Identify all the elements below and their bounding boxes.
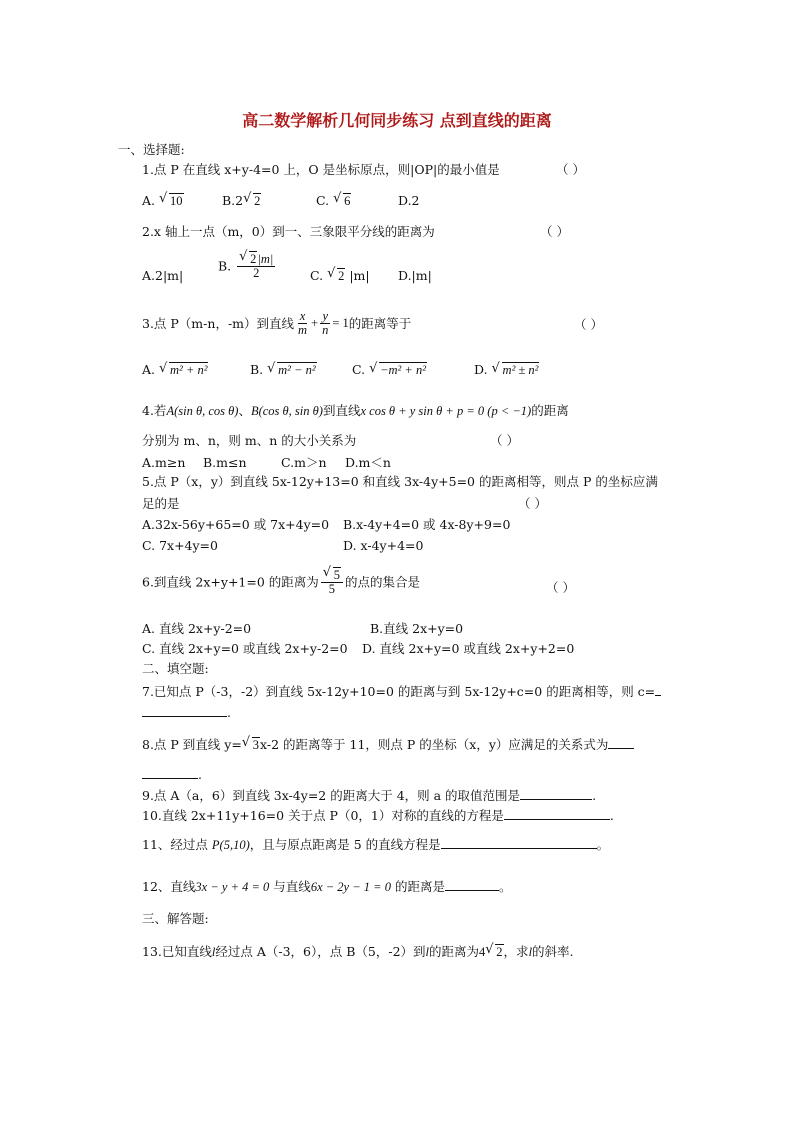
option-c: C.m＞n: [281, 455, 327, 470]
answer-blank[interactable]: [445, 878, 499, 891]
question-8-blank: .: [142, 766, 202, 782]
answer-blank[interactable]: [520, 787, 592, 800]
option-d: D. √ m² ± n²: [474, 362, 539, 378]
option-d: D.m＜n: [345, 455, 391, 470]
section-heading-fill: 二、填空题:: [142, 661, 209, 676]
question-7-blank: .: [142, 704, 231, 720]
option-b: B. √ m² − n²: [250, 362, 317, 378]
option-a: A. √ m² + n²: [142, 362, 208, 378]
question-9: 9.点 A（a，6）到直线 3x-4y=2 的距离大于 4，则 a 的取值范围是 .: [142, 788, 597, 803]
page-title: 高二数学解析几何同步练习 点到直线的距离: [242, 111, 552, 130]
option-c: C. √ 2 |m|: [310, 268, 370, 284]
option-b: B.x-4y+4=0 或 4x-8y+9=0: [343, 517, 511, 532]
question-1-stem: 1.点 P 在直线 x+y-4=0 上，O 是坐标原点，则|OP|的最小值是: [142, 162, 500, 177]
option-c: C. √ −m² + n²: [352, 362, 427, 378]
fraction: √ $\frac{2|m|}{2}$: [237, 252, 275, 280]
option-c: C. √ 6: [316, 193, 351, 209]
option-b: B.直线 2x+y=0: [370, 621, 464, 636]
answer-paren: （ ）: [546, 580, 575, 595]
option-a: A. √ 10: [142, 193, 184, 209]
section-heading-solve: 三、解答题:: [142, 911, 209, 926]
question-5-stem-line2: 足的是: [142, 496, 180, 511]
question-10: 10.直线 2x+11y+16=0 关于点 P（0，1）对称的直线的方程是 .: [142, 808, 614, 823]
question-6-stem: 6.到直线 2x+y+1=0 的距离为 √ $\frac{5}{5}$ 的点的集合是: [142, 568, 420, 596]
option-d: D. 直线 2x+y=0 或直线 2x+y+2=0: [362, 641, 575, 656]
question-3-stem: 3.点 P（m-n，-m）到直线 $\frac{x}{m}$ + $\frac{y}{n}$ = 1的距离等于: [142, 309, 412, 338]
option-c: C. 直线 2x+y=0 或直线 2x+y-2=0: [142, 641, 348, 656]
option-d: D. x-4y+4=0: [343, 538, 424, 553]
option-b: B.m≤n: [203, 455, 247, 470]
option-a: A.2|m|: [142, 268, 184, 283]
answer-blank[interactable]: [142, 766, 198, 779]
sqrt-expression: √ 2: [327, 268, 345, 284]
question-12: 12、直线3x − y + 4 = 0 与直线6x − 2y − 1 = 0 的距离是 。: [142, 879, 512, 894]
option-c: C. 7x+4y=0: [142, 538, 218, 553]
option-a: A.m≥n: [142, 455, 186, 470]
sqrt-expression: √ 6: [333, 193, 351, 209]
option-d: D.|m|: [398, 268, 432, 283]
answer-paren: （ ）: [574, 317, 603, 332]
answer-blank[interactable]: [142, 704, 227, 717]
question-7-stem: 7.已知点 P（-3，-2）到直线 5x-12y+10=0 的距离与到 5x-12y+c=0 的距离相等，则 c=: [142, 683, 661, 699]
sqrt-expression: √ 10: [159, 193, 184, 209]
question-5-stem: 5.点 P（x，y）到直线 5x-12y+13=0 和直线 3x-4y+5=0 的距离相等，则点 P 的坐标应满: [142, 474, 658, 489]
question-4-stem-line2: 分别为 m、n，则 m、n 的大小关系为: [142, 433, 357, 448]
answer-paren: （ ）: [490, 433, 519, 448]
question-13: 13.已知直线l经过点 A（-3，6），点 B（5，-2）到l的距离为4√ 2，求l的斜率.: [142, 944, 574, 960]
answer-paren: （ ）: [540, 224, 569, 239]
option-a: A.32x-56y+65=0 或 7x+4y=0: [142, 517, 330, 532]
answer-paren: （ ）: [556, 162, 585, 177]
question-2-stem: 2.x 轴上一点（m，0）到一、三象限平分线的距离为: [142, 224, 435, 239]
option-a: A. 直线 2x+y-2=0: [142, 621, 252, 636]
answer-blank[interactable]: [441, 836, 597, 849]
question-4-stem: 4.若A(sin θ, cos θ)、B(cos θ, sin θ)到直线x cos θ + y sin θ + p = 0 (p < −1)的距离: [142, 403, 569, 418]
section-heading-choice: 一、选择题:: [118, 142, 185, 157]
question-8-stem: 8.点 P 到直线 y=√ 3x-2 的距离等于 11，则点 P 的坐标（x，y）应满足的关系式为: [142, 736, 634, 753]
option-d: D.2: [398, 193, 420, 208]
sqrt-expression: √ 2: [243, 193, 261, 209]
option-b: B.2√ 2: [222, 193, 261, 209]
question-11: 11、经过点 P(5,10)，且与原点距离是 5 的直线方程是 。: [142, 837, 610, 852]
answer-blank[interactable]: [504, 807, 610, 820]
option-b: B. √ $\frac{2|m|}{2}$: [218, 252, 277, 280]
answer-paren: （ ）: [518, 496, 547, 511]
